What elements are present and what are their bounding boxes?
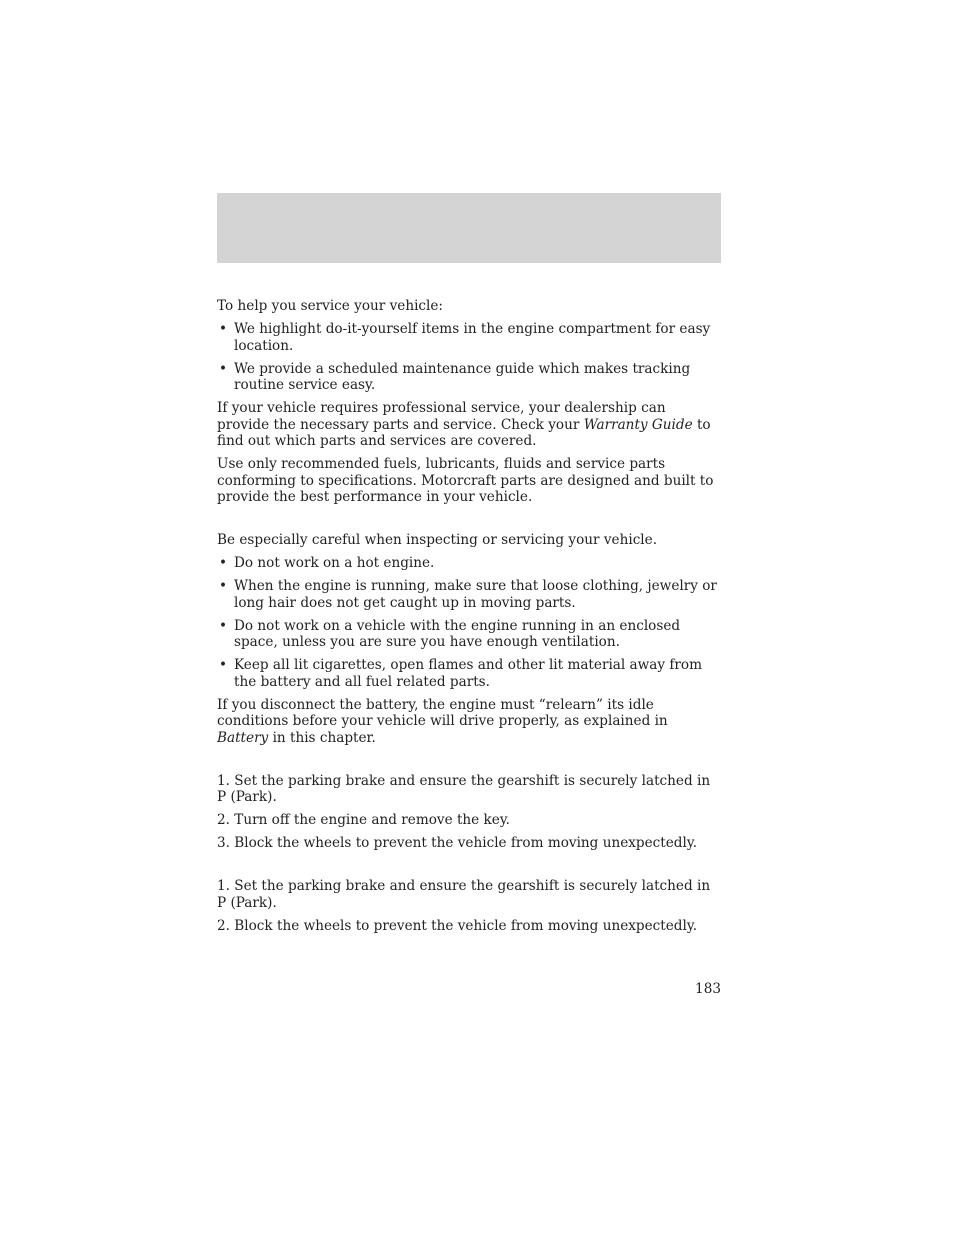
recommended-parts-paragraph: Use only recommended fuels, lubricants, fluids and service parts conforming to specifications. Motorcraft parts are designed and built to provide the best performance in your vehicle. xyxy=(217,456,714,505)
safety-bullet-list xyxy=(217,555,721,690)
list-item: • When the engine is running, make sure that loose clothing, jewelry or long hair does not get caught up in moving parts. xyxy=(219,578,717,611)
careful-paragraph: Be especially careful when inspecting or servicing your vehicle. xyxy=(217,532,658,548)
bullet-icon: • xyxy=(219,321,228,337)
section-gap xyxy=(217,858,721,878)
list-item: • Do not work on a vehicle with the engine running in an enclosed space, unless you are sure you have enough ventilation. xyxy=(219,617,681,650)
list-item: • Do not work on a hot engine. xyxy=(219,555,435,571)
list-item: • Keep all lit cigarettes, open flames and other lit material away from the battery and all fuel related parts. xyxy=(219,657,703,690)
step-item: 2. Block the wheels to prevent the vehicle from moving unexpectedly. xyxy=(217,917,698,934)
step-item: 1. Set the parking brake and ensure the gearshift is securely latched in P (Park). xyxy=(217,772,711,805)
intro-bullet-list xyxy=(217,321,721,394)
bullet-icon: • xyxy=(219,657,228,673)
section-header-band xyxy=(217,193,721,263)
step-item: 2. Turn off the engine and remove the key. xyxy=(217,812,511,828)
bullet-icon: • xyxy=(219,555,228,571)
section-gap xyxy=(217,753,721,773)
page-number: 183 xyxy=(695,981,721,997)
intro-paragraph: To help you service your vehicle: xyxy=(217,298,444,314)
battery-reference: Battery xyxy=(217,729,269,746)
step-item: 3. Block the wheels to prevent the vehicle from moving unexpectedly. xyxy=(217,835,698,851)
battery-relearn-paragraph: If you disconnect the battery, the engine must “relearn” its idle conditions before your vehicle will drive properly, as explained in Battery in this chapter. xyxy=(217,696,668,746)
page-body xyxy=(217,298,721,941)
list-item: • We provide a scheduled maintenance guide which makes tracking routine service easy. xyxy=(219,360,691,393)
bullet-icon: • xyxy=(219,617,228,634)
warranty-guide-reference: Warranty Guide xyxy=(583,416,693,433)
professional-service-paragraph: If your vehicle requires professional service, your dealership can provide the necessary parts and service. Check your Warranty Guide to find out which parts and services are covered. xyxy=(217,400,711,449)
step-item: 1. Set the parking brake and ensure the gearshift is securely latched in P (Park). xyxy=(217,878,711,911)
section-gap xyxy=(217,512,721,532)
bullet-icon: • xyxy=(219,360,228,377)
bullet-icon: • xyxy=(219,578,228,594)
list-item: • We highlight do-it-yourself items in the engine compartment for easy location. xyxy=(219,321,711,354)
